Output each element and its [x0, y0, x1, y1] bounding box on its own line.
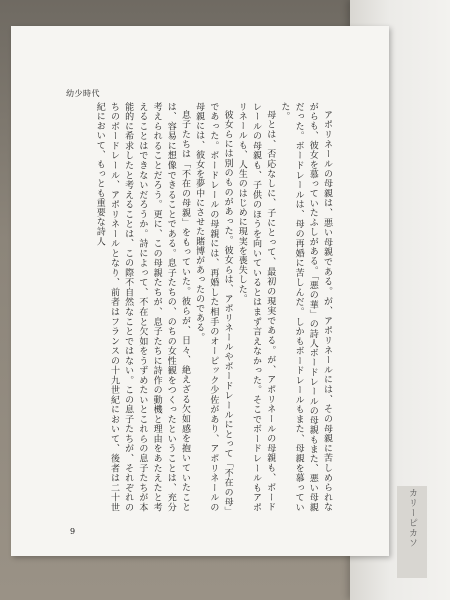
body-text — [66, 102, 334, 512]
paragraph-2: 母とは、否応なしに、子にとって、最初の現実である。が、アポリネールの母親も、ボードレールの母親も、子供のほうを向いているとはまず言えなかった。そこでボードレールもアポリネールも、人生のはじめに現実を喪失した。 — [236, 102, 276, 512]
page-number: 9 — [70, 527, 76, 536]
running-head: 幼少時代 — [66, 89, 100, 98]
paragraph-1: アポリネールの母親は、悪い母親である。が、アポリネールには、その母親に苦しめられながらも、彼女を慕っていたふしがある。「悪の華」の詩人ボードレールの母親もまた、悪い母親だった。ボードレールは、母の再婚に苦しんだ。しかもボードレールもまた、母親を慕っていた。 — [279, 102, 332, 512]
paragraph-3: 彼女らには別のものがあった。彼女らは、アポリネールやボードレールにとって「不在の母」であった。ボードレールの母親には、再婚した相手のオーピック少佐があり、アポリネールの母親には、彼女を夢中にさせた賭博があったのである。 — [194, 102, 233, 512]
underlying-page-tab-text: カリーピカソ — [407, 488, 417, 548]
paragraph-4: 息子たちは「不在の母親」をもっていた。彼らが、日々、絶えざる欠如感を抱いていたことは、容易に想像できることである。息子たちの、のちの女性観をつくったということは、充分考えられることだろう。更に、この母親たちが、息子たちに詩作の動機と理由をあたえたと考えることはできないだろうか。詩によって、不在と欠如をうずめたいとこれらの息子たちが本能的に希求したと考えることは、この際不自然なことではない。この息子たちが、それぞれのちのボードレール、アポリネールとなり、前者はフランスの十九世紀において、後者は二十世紀において、もっとも重要な詩人 — [94, 102, 190, 512]
